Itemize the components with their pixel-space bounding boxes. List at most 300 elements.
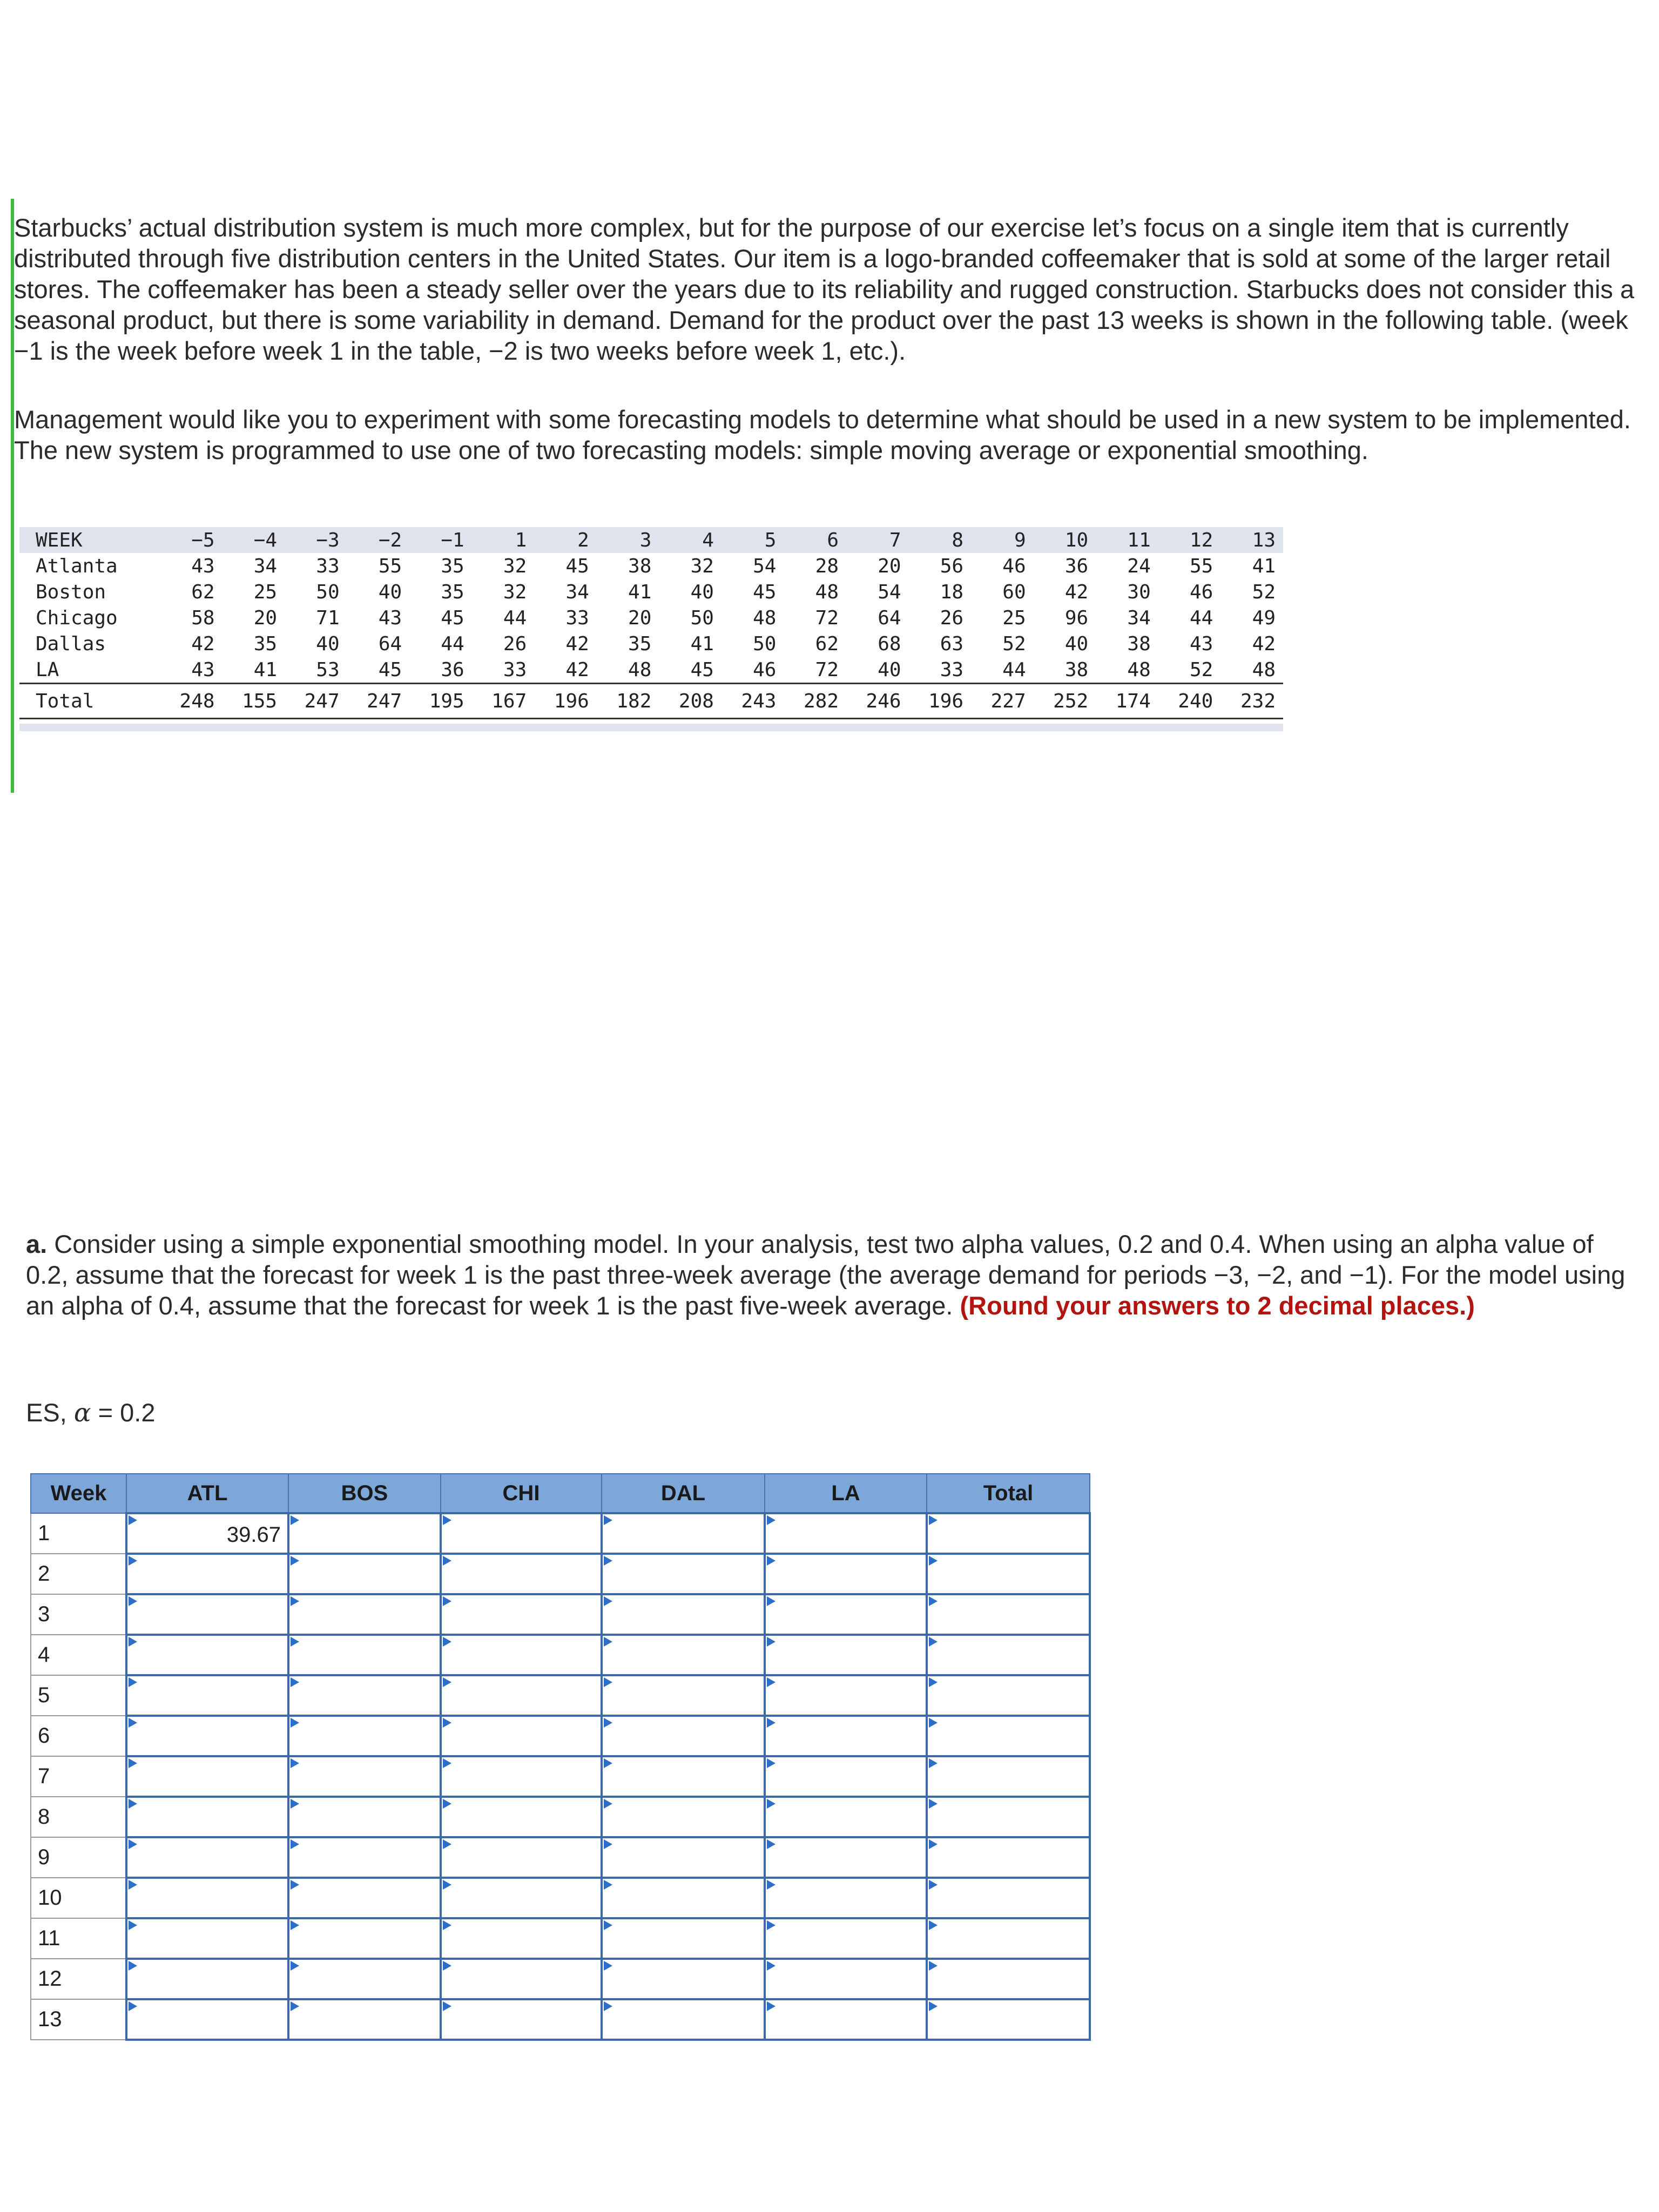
table-cell: 32 — [690, 555, 714, 577]
week-number: 2 — [31, 1554, 126, 1594]
flag-icon — [291, 1758, 299, 1768]
row-label: Boston — [36, 581, 106, 603]
answer-cell — [765, 1756, 927, 1797]
answer-input-total-week-10[interactable] — [928, 1879, 1089, 1917]
table-cell: 60 — [1002, 581, 1026, 603]
table-cell: 40 — [378, 581, 402, 603]
answer-cell — [927, 1635, 1090, 1675]
week-number: 11 — [31, 1918, 126, 1959]
table-cell: 50 — [316, 581, 340, 603]
flag-icon — [129, 1839, 137, 1849]
question-prefix: a. — [26, 1230, 48, 1258]
answer-input-la-week-8[interactable] — [766, 1798, 926, 1836]
table-cell: 46 — [1189, 581, 1213, 603]
flag-icon — [604, 1920, 612, 1930]
answer-input-dal-week-4[interactable] — [603, 1636, 764, 1674]
answer-input-atl-week-3[interactable] — [127, 1595, 287, 1634]
table-cell: 62 — [815, 632, 839, 655]
answer-input-atl-week-7[interactable] — [127, 1757, 287, 1796]
table-cell: 13 — [1220, 527, 1283, 553]
answer-cell — [765, 1635, 927, 1675]
answer-cell — [288, 1837, 441, 1878]
table-cell: 96 — [1064, 606, 1089, 629]
answer-row — [31, 1635, 1090, 1675]
alpha-symbol: α — [73, 1398, 91, 1428]
flag-icon — [929, 2001, 938, 2011]
answer-input-dal-week-6[interactable] — [603, 1717, 764, 1755]
table-cell: 25 — [1002, 606, 1026, 629]
answer-input-chi-week-4[interactable] — [442, 1636, 601, 1674]
answer-input-total-week-2[interactable] — [928, 1555, 1089, 1593]
answer-cell — [441, 1959, 602, 1999]
answer-input-la-week-1[interactable] — [766, 1514, 926, 1553]
answer-input-bos-week-11[interactable] — [289, 1919, 440, 1958]
answer-cell — [927, 1675, 1090, 1716]
table-cell: 33 — [940, 658, 964, 681]
answer-input-total-week-12[interactable] — [928, 1960, 1089, 1998]
table-cell: 33 — [503, 658, 527, 681]
answer-input-atl-week-13[interactable] — [127, 2000, 287, 2039]
table-cell: 20 — [878, 555, 901, 577]
flag-icon — [767, 1677, 775, 1687]
answer-input-total-week-8[interactable] — [928, 1798, 1089, 1836]
flag-icon — [443, 1515, 451, 1525]
answer-cell — [441, 1554, 602, 1594]
table-cell: 196 — [534, 684, 597, 719]
flag-icon — [291, 1799, 299, 1809]
week-number: 12 — [31, 1959, 126, 1999]
answer-input-dal-week-11[interactable] — [603, 1919, 764, 1958]
es-label-value: = 0.2 — [91, 1398, 156, 1427]
answer-input-bos-week-8[interactable] — [289, 1798, 440, 1836]
table-cell: 243 — [721, 684, 784, 719]
table-cell: 45 — [441, 606, 464, 629]
answer-cell — [288, 1999, 441, 2040]
answer-cell — [602, 1594, 765, 1635]
flag-icon — [604, 2001, 612, 2011]
demand-row-atlanta — [19, 553, 1283, 579]
answer-input-chi-week-12[interactable] — [442, 1960, 601, 1998]
flag-icon — [604, 1718, 612, 1728]
table-cell: 44 — [1002, 658, 1026, 681]
table-cell: 62 — [191, 581, 215, 603]
answer-cell — [927, 1999, 1090, 2040]
table-cell: 282 — [784, 684, 846, 719]
flag-icon — [929, 1839, 938, 1849]
table-cell: 20 — [253, 606, 278, 629]
answer-input-la-week-4[interactable] — [766, 1636, 926, 1674]
table-cell: 42 — [565, 658, 589, 681]
answer-input-chi-week-6[interactable] — [442, 1717, 601, 1755]
answer-cell — [288, 1797, 441, 1837]
answer-cell — [927, 1594, 1090, 1635]
answer-cell — [765, 1918, 927, 1959]
table-cell: 50 — [690, 606, 714, 629]
flag-icon — [443, 1596, 451, 1606]
week-number: 10 — [31, 1878, 126, 1918]
answer-input-dal-week-8[interactable] — [603, 1798, 764, 1836]
answer-cell — [288, 1756, 441, 1797]
table-cell: 68 — [878, 632, 901, 655]
answer-input-dal-week-3[interactable] — [603, 1595, 764, 1634]
flag-icon — [767, 1758, 775, 1768]
answer-input-bos-week-3[interactable] — [289, 1595, 440, 1634]
flag-icon — [129, 1718, 137, 1728]
table-cell: 49 — [1252, 606, 1276, 629]
table-cell: 53 — [316, 658, 340, 681]
table-cell: 71 — [316, 606, 340, 629]
table-cell: 7 — [846, 527, 909, 553]
flag-icon — [767, 1799, 775, 1809]
answer-input-la-week-5[interactable] — [766, 1676, 926, 1715]
table-cell: 64 — [378, 632, 402, 655]
flag-icon — [291, 1920, 299, 1930]
flag-icon — [129, 1515, 137, 1525]
answer-cell — [765, 1878, 927, 1918]
table-cell: 54 — [753, 555, 777, 577]
answer-cell — [126, 1837, 288, 1878]
answer-input-total-week-9[interactable] — [928, 1838, 1089, 1877]
answer-input-dal-week-12[interactable] — [603, 1960, 764, 1998]
answer-cell — [765, 1959, 927, 1999]
table-cell: 38 — [628, 555, 652, 577]
table-cell: 38 — [1064, 658, 1089, 681]
answer-cell — [441, 1635, 602, 1675]
table-cell: 46 — [1002, 555, 1026, 577]
table-cell: 54 — [878, 581, 901, 603]
answer-input-atl-week-8[interactable] — [127, 1798, 287, 1836]
answer-input-chi-week-7[interactable] — [442, 1757, 601, 1796]
flag-icon — [291, 1718, 299, 1728]
answer-row — [31, 1837, 1090, 1878]
answer-input-la-week-7[interactable] — [766, 1757, 926, 1796]
answer-input-dal-week-2[interactable] — [603, 1555, 764, 1593]
answer-cell — [441, 1756, 602, 1797]
table-cell: −4 — [222, 527, 285, 553]
table-cell: 3 — [597, 527, 659, 553]
answer-input-chi-week-10[interactable] — [442, 1879, 601, 1917]
table-cell: 63 — [940, 632, 964, 655]
answer-input-dal-week-1[interactable] — [603, 1514, 764, 1553]
flag-icon — [291, 1637, 299, 1647]
flag-icon — [929, 1515, 938, 1525]
answer-cell — [441, 1675, 602, 1716]
flag-icon — [291, 1677, 299, 1687]
table-cell: 38 — [1127, 632, 1151, 655]
table-cell: 8 — [909, 527, 972, 553]
answer-cell — [602, 1716, 765, 1756]
answer-input-chi-week-9[interactable] — [442, 1838, 601, 1877]
table-cell: −2 — [347, 527, 410, 553]
table-cell: 12 — [1158, 527, 1221, 553]
answer-input-bos-week-4[interactable] — [289, 1636, 440, 1674]
answer-input-la-week-2[interactable] — [766, 1555, 926, 1593]
flag-icon — [604, 1515, 612, 1525]
flag-icon — [604, 1839, 612, 1849]
table-cell: −1 — [409, 527, 472, 553]
answer-input-la-week-13[interactable] — [766, 2000, 926, 2039]
answer-input-total-week-7[interactable] — [928, 1757, 1089, 1796]
table-cell: 52 — [1189, 658, 1213, 681]
answer-input-atl-week-5[interactable] — [127, 1676, 287, 1715]
table-cell: 43 — [1189, 632, 1213, 655]
answer-input-dal-week-13[interactable] — [603, 2000, 764, 2039]
table-cell: 246 — [846, 684, 909, 719]
answer-input-atl-week-9[interactable] — [127, 1838, 287, 1877]
answer-row — [31, 1594, 1090, 1635]
table-cell: 40 — [316, 632, 340, 655]
answer-cell — [126, 1513, 288, 1554]
row-label: Total — [19, 684, 160, 719]
answer-input-total-week-4[interactable] — [928, 1636, 1089, 1674]
flag-icon — [129, 1677, 137, 1687]
table-cell: 40 — [690, 581, 714, 603]
table-cell: 155 — [222, 684, 285, 719]
answer-input-total-week-5[interactable] — [928, 1676, 1089, 1715]
answer-cell — [602, 1756, 765, 1797]
demand-row-boston — [19, 579, 1283, 605]
table-cell: 240 — [1158, 684, 1221, 719]
answer-input-la-week-9[interactable] — [766, 1838, 926, 1877]
flag-icon — [767, 1637, 775, 1647]
table-cell: 30 — [1127, 581, 1151, 603]
table-cell: 72 — [815, 606, 839, 629]
demand-week-header-row — [19, 527, 1283, 553]
answer-row — [31, 1554, 1090, 1594]
flag-icon — [129, 2001, 137, 2011]
answer-row — [31, 1878, 1090, 1918]
table-cell: 43 — [378, 606, 402, 629]
demand-row-chicago — [19, 605, 1283, 631]
answer-input-dal-week-10[interactable] — [603, 1879, 764, 1917]
table-cell: 4 — [659, 527, 721, 553]
row-label: LA — [36, 658, 59, 681]
answer-input-dal-week-5[interactable] — [603, 1676, 764, 1715]
answer-cell — [126, 1797, 288, 1837]
answer-table — [30, 1473, 1091, 2041]
flag-icon — [443, 1961, 451, 1971]
table-cell: 167 — [472, 684, 535, 719]
table-cell: 55 — [378, 555, 402, 577]
table-cell: 40 — [1064, 632, 1089, 655]
answer-input-la-week-12[interactable] — [766, 1960, 926, 1998]
row-label: Chicago — [36, 606, 118, 629]
flag-icon — [929, 1799, 938, 1809]
answer-cell — [126, 1999, 288, 2040]
table-cell: 35 — [441, 555, 464, 577]
table-cell: 50 — [753, 632, 777, 655]
demand-table — [19, 527, 1283, 719]
table-cell: 46 — [753, 658, 777, 681]
answer-row — [31, 1999, 1090, 2040]
answer-input-dal-week-9[interactable] — [603, 1838, 764, 1877]
answer-cell — [126, 1918, 288, 1959]
answer-input-bos-week-9[interactable] — [289, 1838, 440, 1877]
answer-input-atl-week-12[interactable] — [127, 1960, 287, 1998]
flag-icon — [443, 1758, 451, 1768]
answer-input-dal-week-7[interactable] — [603, 1757, 764, 1796]
table-cell: 41 — [628, 581, 652, 603]
table-cell: 182 — [597, 684, 659, 719]
row-label: WEEK — [19, 527, 160, 553]
week-number: 8 — [31, 1797, 126, 1837]
flag-icon — [604, 1961, 612, 1971]
table-cell: 55 — [1189, 555, 1213, 577]
answer-cell — [288, 1594, 441, 1635]
table-cell: 33 — [565, 606, 589, 629]
answer-input-atl-week-1[interactable] — [127, 1514, 287, 1553]
demand-total-row — [19, 684, 1283, 719]
table-cell: 28 — [815, 555, 839, 577]
answer-cell — [441, 1837, 602, 1878]
table-cell: 42 — [1064, 581, 1089, 603]
es-label-prefix: ES, — [26, 1398, 74, 1427]
answer-input-la-week-11[interactable] — [766, 1919, 926, 1958]
flag-icon — [291, 1839, 299, 1849]
answer-cell — [126, 1756, 288, 1797]
table-cell: 45 — [690, 658, 714, 681]
answer-cell — [288, 1716, 441, 1756]
table-cell: 1 — [472, 527, 535, 553]
answer-input-atl-week-4[interactable] — [127, 1636, 287, 1674]
flag-icon — [767, 1961, 775, 1971]
answer-cell — [602, 1878, 765, 1918]
flag-icon — [291, 1961, 299, 1971]
week-number: 9 — [31, 1837, 126, 1878]
answer-input-total-week-1[interactable] — [928, 1514, 1089, 1553]
table-cell: 9 — [971, 527, 1034, 553]
answer-cell — [126, 1716, 288, 1756]
answer-input-chi-week-1[interactable] — [442, 1514, 601, 1553]
flag-icon — [767, 1515, 775, 1525]
answer-input-atl-week-6[interactable] — [127, 1717, 287, 1755]
table-cell: 52 — [1252, 581, 1276, 603]
answer-cell — [765, 1675, 927, 1716]
table-cell: 232 — [1220, 684, 1283, 719]
table-cell: 56 — [940, 555, 964, 577]
table-cell: 48 — [628, 658, 652, 681]
table-cell: 45 — [565, 555, 589, 577]
column-header-bos: BOS — [288, 1474, 441, 1513]
answer-input-bos-week-1[interactable] — [289, 1514, 440, 1553]
table-cell: 26 — [503, 632, 527, 655]
week-number: 4 — [31, 1635, 126, 1675]
answer-input-bos-week-7[interactable] — [289, 1757, 440, 1796]
table-cell: 24 — [1127, 555, 1151, 577]
answer-input-la-week-6[interactable] — [766, 1717, 926, 1755]
table-cell: 36 — [1064, 555, 1089, 577]
flag-icon — [129, 1637, 137, 1647]
answer-input-total-week-3[interactable] — [928, 1595, 1089, 1634]
flag-icon — [291, 1556, 299, 1566]
table-cell: 45 — [378, 658, 402, 681]
answer-cell — [602, 1999, 765, 2040]
table-cell: 26 — [940, 606, 964, 629]
answer-row — [31, 1513, 1090, 1554]
answer-cell — [927, 1837, 1090, 1878]
table-cell: 41 — [253, 658, 278, 681]
answer-input-total-week-13[interactable] — [928, 2000, 1089, 2039]
flag-icon — [443, 1718, 451, 1728]
answer-input-bos-week-12[interactable] — [289, 1960, 440, 1998]
answer-cell — [602, 1635, 765, 1675]
answer-cell — [441, 1878, 602, 1918]
answer-cell — [602, 1959, 765, 1999]
table-cell: 11 — [1096, 527, 1158, 553]
flag-icon — [443, 1839, 451, 1849]
answer-input-total-week-11[interactable] — [928, 1919, 1089, 1958]
answer-cell — [927, 1797, 1090, 1837]
table-cell: 34 — [565, 581, 589, 603]
answer-input-atl-week-10[interactable] — [127, 1879, 287, 1917]
table-cell: 247 — [347, 684, 410, 719]
answer-cell — [602, 1797, 765, 1837]
answer-input-bos-week-6[interactable] — [289, 1717, 440, 1755]
flag-icon — [767, 1718, 775, 1728]
table-cell: 35 — [253, 632, 278, 655]
table-cell: 35 — [628, 632, 652, 655]
flag-icon — [291, 1596, 299, 1606]
answer-cell — [441, 1999, 602, 2040]
answer-input-chi-week-3[interactable] — [442, 1595, 601, 1634]
answer-cell — [441, 1513, 602, 1554]
answer-input-chi-week-8[interactable] — [442, 1798, 601, 1836]
answer-cell — [288, 1918, 441, 1959]
flag-icon — [291, 2001, 299, 2011]
answer-cell — [765, 1999, 927, 2040]
column-header-total: Total — [927, 1474, 1090, 1513]
answer-row — [31, 1797, 1090, 1837]
answer-input-bos-week-10[interactable] — [289, 1879, 440, 1917]
answer-input-bos-week-2[interactable] — [289, 1555, 440, 1593]
answer-input-la-week-3[interactable] — [766, 1595, 926, 1634]
week-number: 5 — [31, 1675, 126, 1716]
flag-icon — [604, 1758, 612, 1768]
table-cell: 41 — [1252, 555, 1276, 577]
answer-input-chi-week-13[interactable] — [442, 2000, 601, 2039]
answer-input-chi-week-5[interactable] — [442, 1676, 601, 1715]
answer-input-atl-week-2[interactable] — [127, 1555, 287, 1593]
demand-row-dallas — [19, 631, 1283, 657]
flag-icon — [129, 1596, 137, 1606]
intro-paragraph-2: Management would like you to experiment with some forecasting models to determine what should be used in a new system to be implemented. The new system is programmed to use one of two forecasting models: simple moving average or exponential smoothing. — [14, 405, 1631, 464]
answer-input-bos-week-5[interactable] — [289, 1676, 440, 1715]
answer-input-chi-week-2[interactable] — [442, 1555, 601, 1593]
answer-header-row — [31, 1474, 1090, 1513]
table-cell: 18 — [940, 581, 964, 603]
table-cell: 5 — [721, 527, 784, 553]
demand-table-container — [19, 527, 1283, 731]
answer-cell — [765, 1513, 927, 1554]
answer-cell — [126, 1554, 288, 1594]
table-cell: 42 — [565, 632, 589, 655]
answer-input-bos-week-13[interactable] — [289, 2000, 440, 2039]
answer-input-chi-week-11[interactable] — [442, 1919, 601, 1958]
table-cell: −3 — [285, 527, 347, 553]
answer-input-atl-week-11[interactable] — [127, 1919, 287, 1958]
flag-icon — [129, 1799, 137, 1809]
answer-input-total-week-6[interactable] — [928, 1717, 1089, 1755]
answer-cell — [288, 1554, 441, 1594]
table-cell: 48 — [1252, 658, 1276, 681]
table-cell: 40 — [878, 658, 901, 681]
table-cell: 41 — [690, 632, 714, 655]
answer-cell — [765, 1797, 927, 1837]
flag-icon — [291, 1515, 299, 1525]
answer-input-la-week-10[interactable] — [766, 1879, 926, 1917]
table-cell: 34 — [1127, 606, 1151, 629]
table-cell: 44 — [1189, 606, 1213, 629]
